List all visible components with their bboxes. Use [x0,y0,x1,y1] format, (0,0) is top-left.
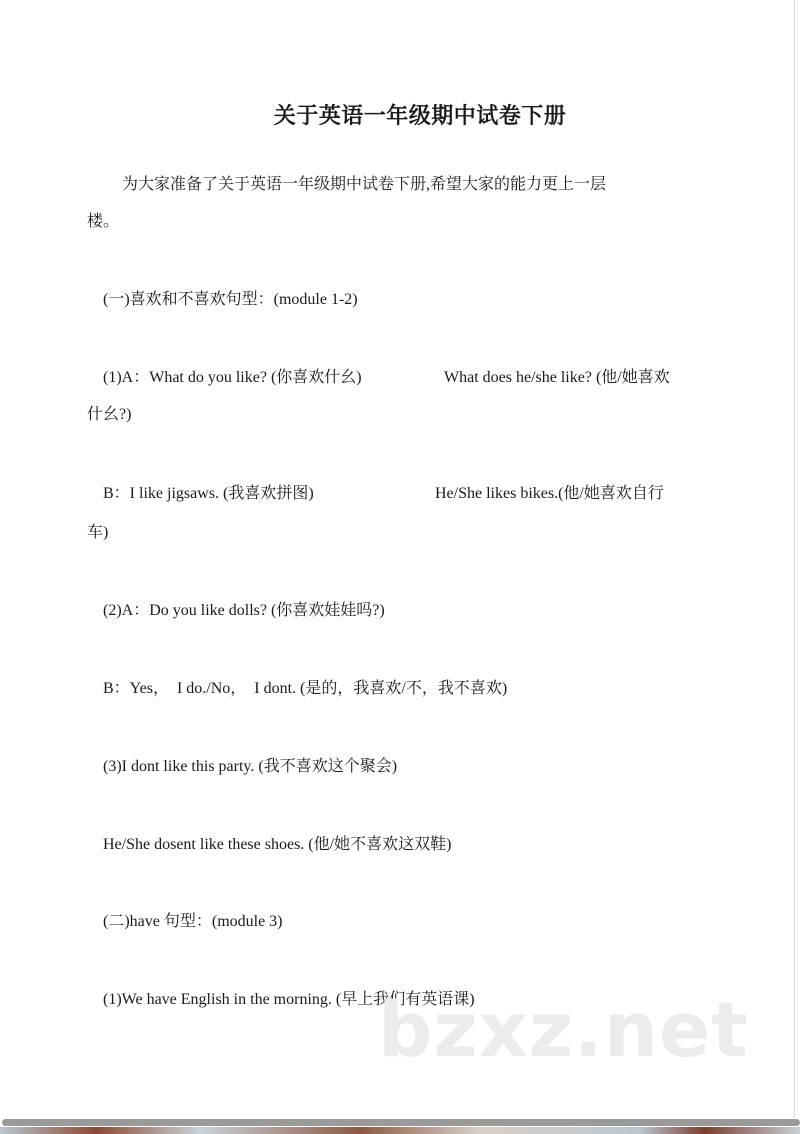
section-1-heading: (一)喜欢和不喜欢句型：(module 1-2) [103,291,358,308]
intro-line-2: 楼。 [87,213,120,230]
s2-q1: (1)We have English in the morning. (早上我们有英语课) [103,991,475,1008]
q1b-wrap: 车) [87,524,109,541]
document-title: 关于英语一年级期中试卷下册 [273,104,567,129]
intro-line-1: 为大家准备了关于英语一年级期中试卷下册,希望大家的能力更上一层 [122,176,607,193]
q1a-left: (1)A：What do you like? (你喜欢什幺) [103,369,362,386]
horizontal-scrollbar[interactable] [2,1119,800,1126]
q3: (3)I dont like this party. (我不喜欢这个聚会) [103,758,398,775]
q2a: (2)A：Do you like dolls? (你喜欢娃娃吗?) [103,602,385,619]
q1a-right: What does he/she like? (他/她喜欢 [444,369,670,386]
background-image-strip [0,1127,800,1134]
q1a-wrap: 什幺?) [87,406,132,423]
q1b-left: B：I like jigsaws. (我喜欢拼图) [103,485,314,502]
section-2-heading: (二)have 句型：(module 3) [103,913,283,930]
q2b: B：Yes， I do./No， I dont. (是的，我喜欢/不，我不喜欢) [103,680,508,697]
q1b-right: He/She likes bikes.(他/她喜欢自行 [435,485,664,502]
watermark: bzxz.net [378,985,749,1074]
q3b: He/She dosent like these shoes. (他/她不喜欢这双鞋) [103,836,452,853]
